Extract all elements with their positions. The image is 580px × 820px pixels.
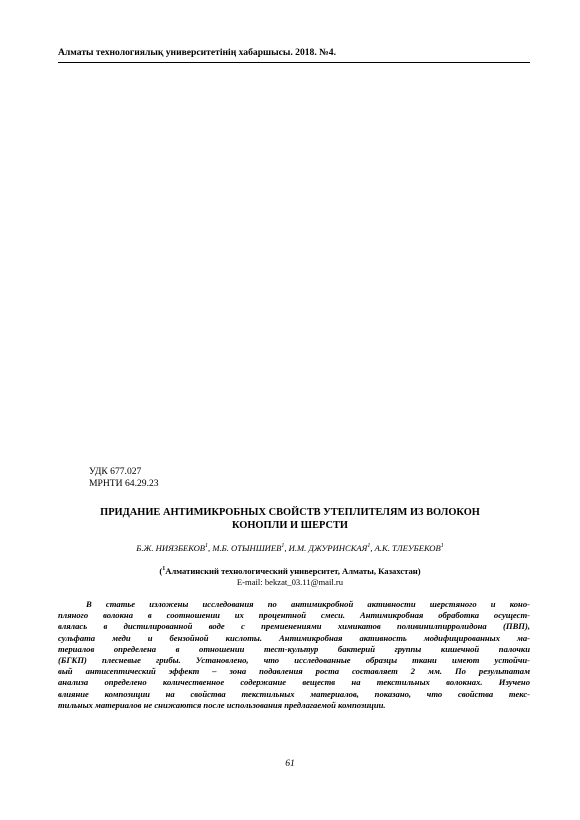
abstract-line: влялась в дистилированной воде с премиенениями химикатов поливинилпирролидона (ПВП), <box>58 621 530 632</box>
author-name: А.К. ТЛЕУБЕКОВ <box>374 542 441 553</box>
article-title <box>70 506 510 532</box>
author-name: Б.Ж. НИЯЗБЕКОВ <box>136 542 206 553</box>
affiliation-mark: 1 <box>162 566 166 572</box>
abstract-line: вый антисептический эффект – зона подавления роста составляет 2 мм. По результатам <box>58 666 530 677</box>
author-name: М.Б. ОТЫНШИЕВ <box>212 542 282 553</box>
affiliation-mark: 1 <box>281 543 285 549</box>
abstract-line: В статье изложены исследования по антимикробной активности шерстяного и коно- <box>86 599 530 609</box>
title-line: ПРИДАНИЕ АНТИМИКРОБНЫХ СВОЙСТВ УТЕПЛИТЕЛЯМ ИЗ ВОЛОКОН <box>100 507 480 518</box>
classification-codes <box>89 466 159 490</box>
institution-name: Алматинский технологический университет, Алматы, Казахстан <box>165 565 418 576</box>
mrnti-code: МРНТИ 64.29.23 <box>89 478 159 489</box>
udc-code: УДК 677.027 <box>89 466 142 477</box>
abstract <box>58 599 530 711</box>
abstract-line: влияние композиции на свойства текстильных материалов, показано, что свойства текс- <box>58 688 530 699</box>
abstract-line: сульфата меди и бензойной кислоты. Антимикробная активность модифицированных ма- <box>58 632 530 643</box>
abstract-line: анализа определено количественное содержание веществ на текстильных волокнах. Изучено <box>58 677 530 688</box>
author-email: E-mail: bekzat_03.11@mail.ru <box>236 576 344 587</box>
abstract-line: тильных материалов не снижаются после использования предлагаемой композиции. <box>58 699 386 710</box>
abstract-line: пляного волокна в соотношении их процентной смеси. Антимикробная обработка осущест- <box>58 610 530 621</box>
page-number: 61 <box>285 758 295 769</box>
title-line: КОНОПЛИ И ШЕРСТИ <box>231 520 349 531</box>
header-divider <box>58 62 530 63</box>
affiliation-mark: 1 <box>440 543 444 549</box>
affiliation-mark: 1 <box>367 543 371 549</box>
abstract-line: (БГКП) плесневые грибы. Установлено, что исследованные образцы ткани имеют устойчи- <box>58 655 530 666</box>
author-list: Б.Ж. НИЯЗБЕКОВ$^1$, М.Б. ОТЫНШИЕВ$^1$, И.М. ДЖУРИНСКАЯ$^1$, А.К. ТЛЕУБЕКОВ$^1$ <box>136 542 444 553</box>
abstract-line: териалов определена в отношении тест-культур бактерий группы кишечной палочки <box>58 643 530 654</box>
author-name: И.М. ДЖУРИНСКАЯ <box>288 542 368 553</box>
affiliation-block <box>70 564 510 588</box>
institution: ($^1$Алматинский технологический университет, Алматы, Казахстан) <box>159 565 421 576</box>
affiliation-mark: 1 <box>205 543 209 549</box>
journal-header: Алматы технологиялық университетінің хабаршысы. 2018. №4. <box>58 47 336 58</box>
